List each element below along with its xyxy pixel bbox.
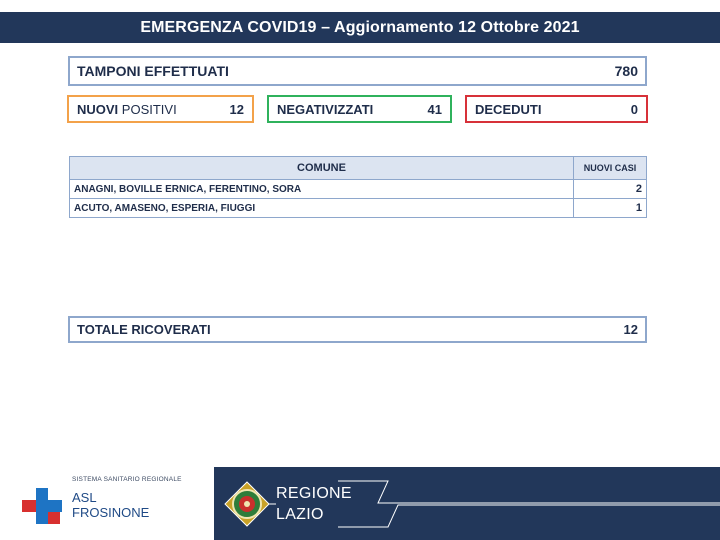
negativizzati-box — [267, 95, 452, 123]
regione-lazio-banner — [214, 467, 720, 540]
asl-tagline: SISTEMA SANITARIO REGIONALE — [72, 476, 182, 483]
asl-name — [72, 490, 149, 520]
column-header-comune: COMUNE — [70, 157, 574, 180]
health-cross-icon — [22, 488, 62, 524]
page-header — [0, 12, 720, 43]
deceduti-label: DECEDUTI — [475, 101, 542, 117]
nuovi-positivi-value: 12 — [229, 101, 244, 117]
tamponi-value: 780 — [614, 63, 638, 79]
ricoverati-value: 12 — [623, 322, 638, 337]
table-cell-comune: ACUTO, AMASENO, ESPERIA, FIUGGI — [70, 199, 574, 218]
asl-line1: ASL — [72, 490, 97, 505]
table-header-row — [70, 157, 647, 180]
tamponi-label: TAMPONI EFFETTUATI — [77, 63, 229, 79]
negativizzati-label: NEGATIVIZZATI — [277, 101, 374, 117]
nuovi-positivi-label-rest: POSITIVI — [121, 101, 177, 117]
regione-line2: LAZIO — [276, 506, 324, 523]
regione-lazio-emblem-icon — [224, 481, 270, 527]
regione-line1: REGIONE — [276, 485, 352, 502]
table-cell-casi: 1 — [574, 199, 647, 218]
nuovi-positivi-box — [67, 95, 254, 123]
asl-frosinone-logo — [20, 470, 210, 530]
table-row — [70, 180, 647, 199]
comuni-table — [69, 156, 647, 218]
totale-ricoverati-box — [68, 316, 647, 343]
nuovi-positivi-label-bold: NUOVI — [77, 101, 119, 117]
page-title: EMERGENZA COVID19 – Aggiornamento 12 Ottobre 2021 — [140, 19, 580, 36]
asl-line2: FROSINONE — [72, 505, 150, 520]
column-header-nuovi-casi: NUOVI CASI — [574, 157, 647, 180]
regione-lazio-text — [276, 483, 352, 525]
deceduti-value: 0 — [630, 101, 638, 117]
negativizzati-value: 41 — [427, 101, 442, 117]
ricoverati-label: TOTALE RICOVERATI — [77, 322, 211, 337]
table-cell-comune: ANAGNI, BOVILLE ERNICA, FERENTINO, SORA — [70, 180, 574, 199]
nuovi-positivi-label — [77, 102, 177, 117]
table-cell-casi: 2 — [574, 180, 647, 199]
tamponi-box — [68, 56, 647, 86]
deceduti-box — [465, 95, 648, 123]
table-row — [70, 199, 647, 218]
